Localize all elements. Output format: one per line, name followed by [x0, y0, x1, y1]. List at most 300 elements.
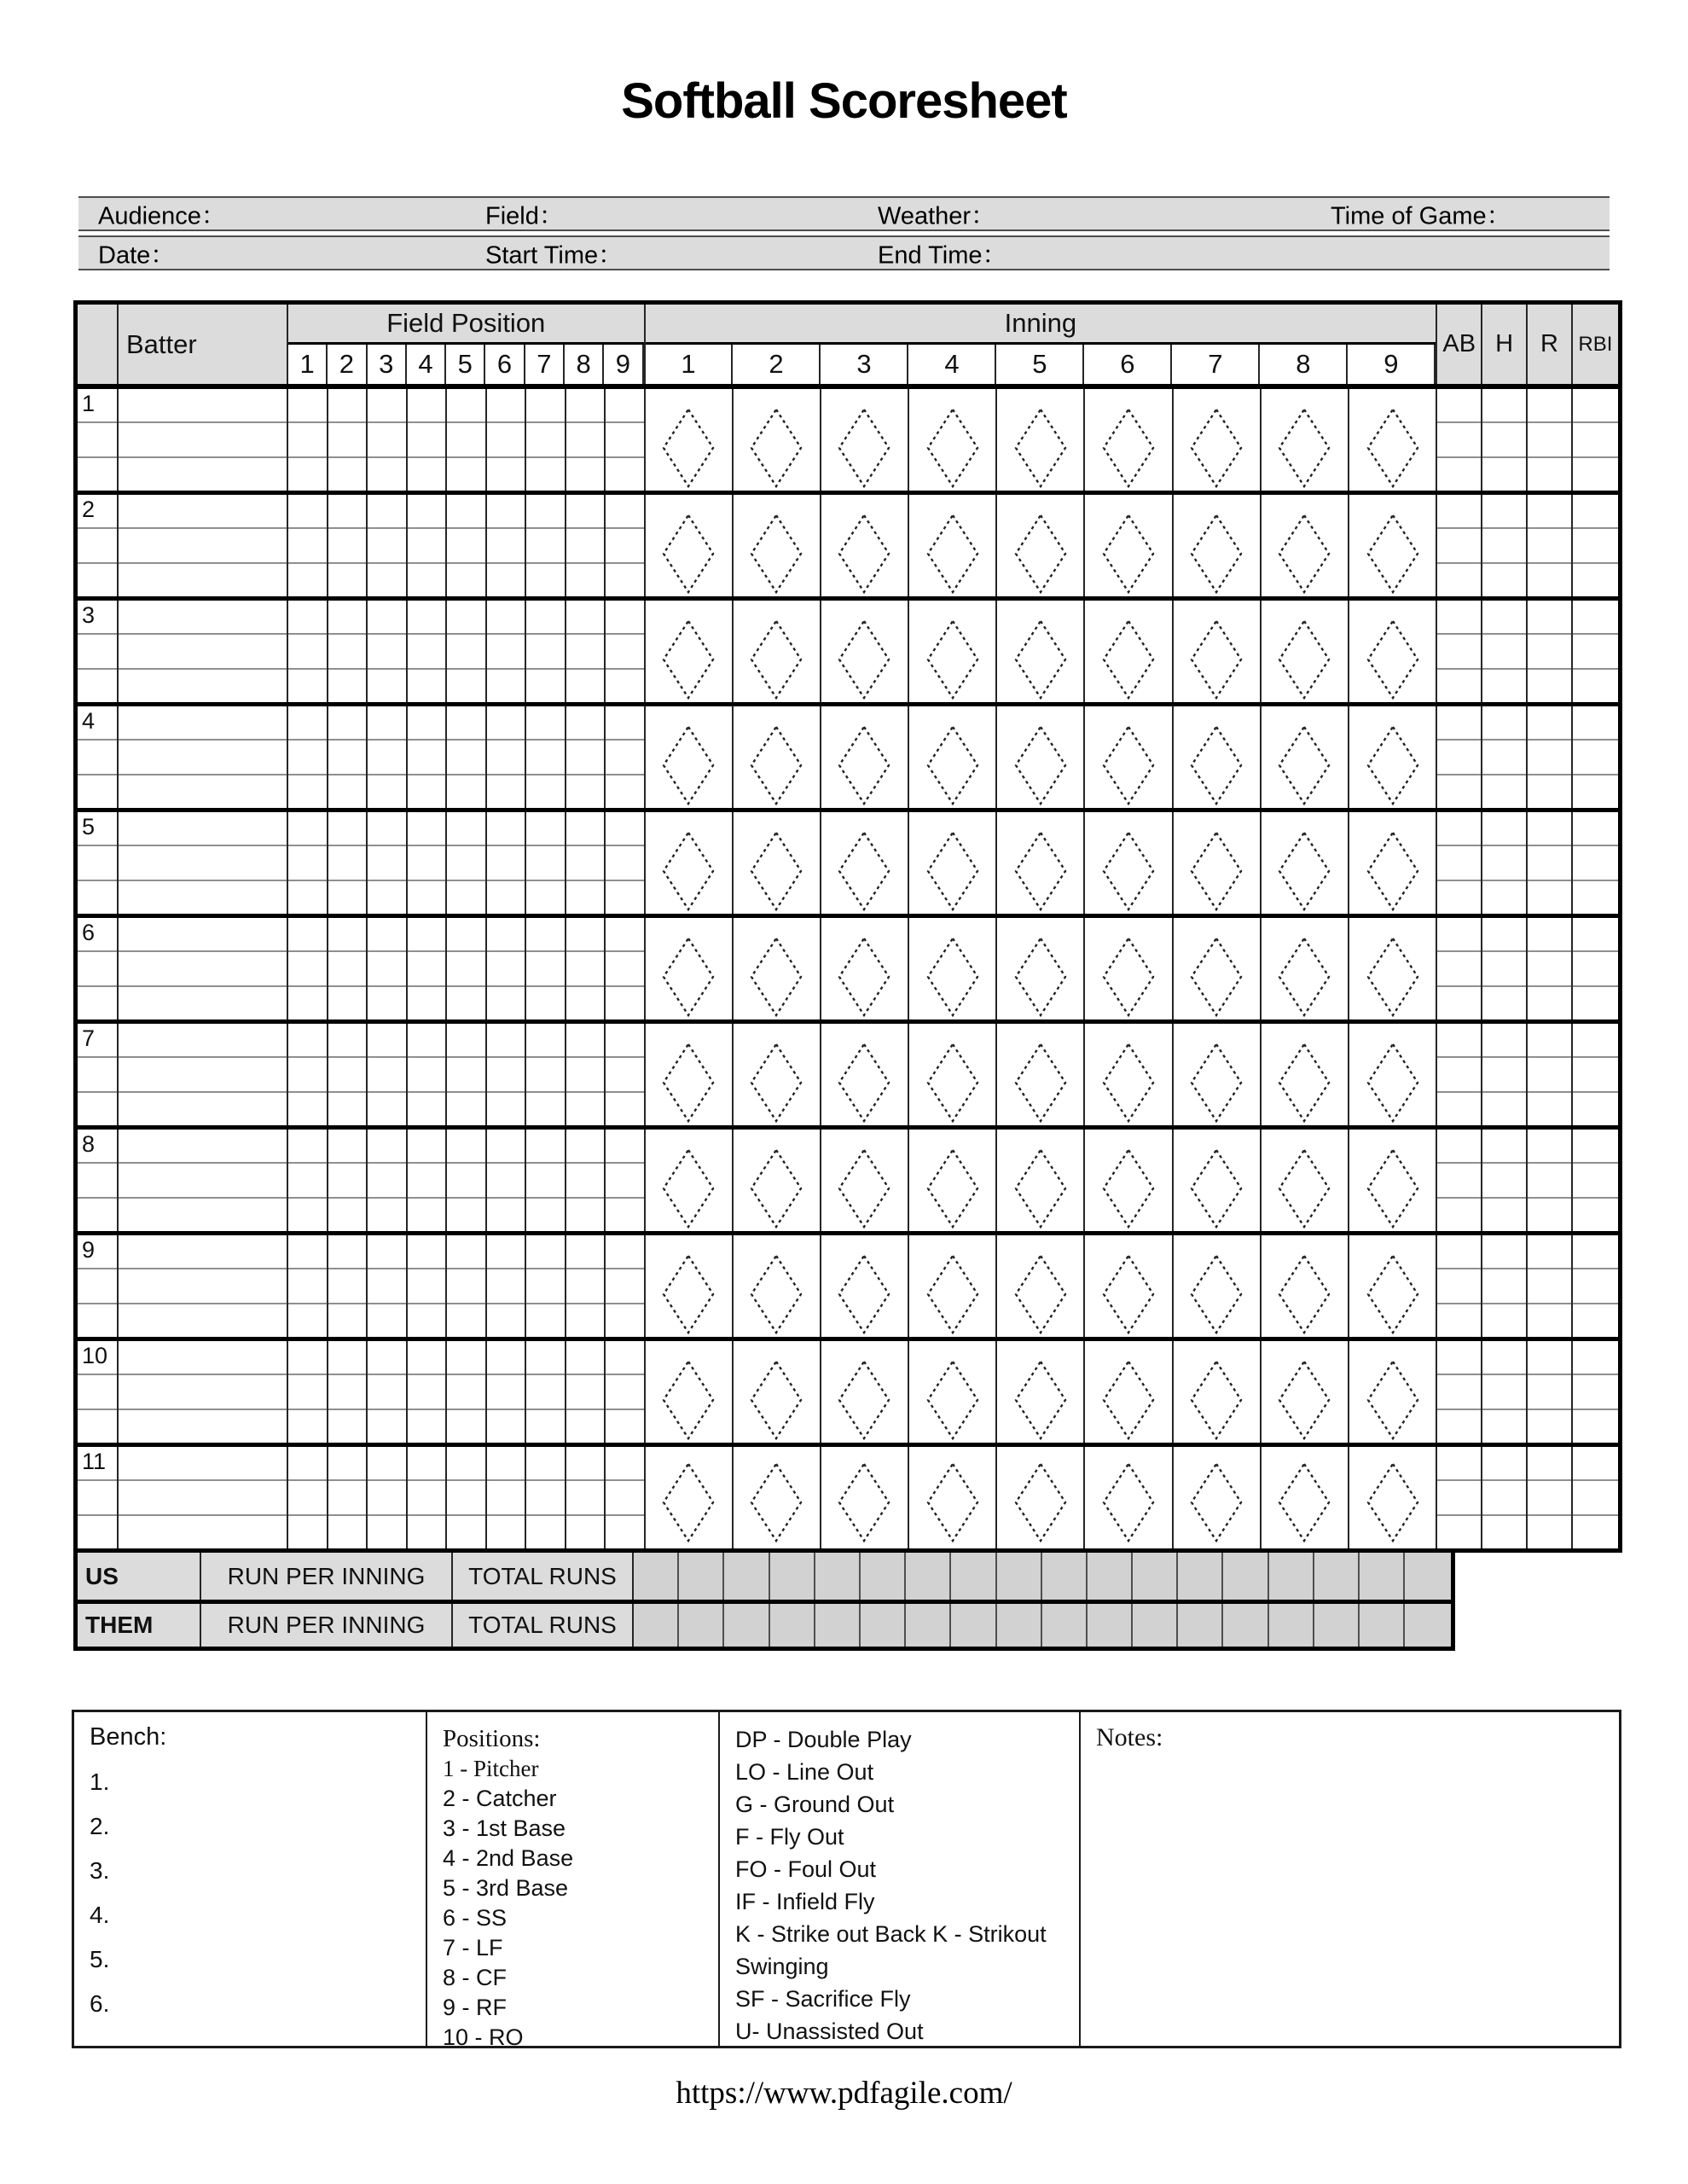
batter-name-cell[interactable] — [119, 601, 288, 702]
write-line[interactable] — [1437, 1341, 1481, 1374]
field-position-cell[interactable] — [487, 918, 527, 1019]
write-line[interactable] — [1573, 1056, 1618, 1090]
write-line[interactable] — [566, 1235, 605, 1268]
rbi-cell[interactable] — [1573, 706, 1618, 808]
write-line[interactable] — [408, 739, 446, 773]
inning-cell[interactable] — [1085, 1447, 1173, 1548]
write-line[interactable] — [368, 1056, 406, 1090]
write-line[interactable] — [1528, 1479, 1571, 1513]
write-line[interactable] — [408, 1303, 446, 1337]
write-line[interactable] — [1482, 774, 1526, 808]
write-line[interactable] — [566, 1162, 605, 1196]
inning-cell[interactable] — [734, 1024, 821, 1125]
write-line[interactable] — [288, 495, 327, 527]
write-line[interactable] — [288, 633, 327, 667]
write-line[interactable] — [526, 456, 565, 491]
bench-slot[interactable]: 3. — [90, 1857, 110, 1884]
write-line[interactable] — [408, 1130, 446, 1162]
write-line[interactable] — [328, 1447, 367, 1479]
write-line[interactable] — [447, 1341, 485, 1374]
inning-cell[interactable] — [646, 1447, 734, 1548]
write-line[interactable] — [368, 1091, 406, 1125]
write-line[interactable] — [1573, 880, 1618, 914]
write-line[interactable] — [119, 527, 287, 561]
bench-slot[interactable]: 6. — [90, 1990, 110, 2017]
ab-cell[interactable] — [1437, 1024, 1482, 1125]
write-line[interactable] — [606, 495, 644, 527]
inning-cell[interactable] — [1349, 1447, 1437, 1548]
write-line[interactable] — [1573, 739, 1618, 773]
write-line[interactable] — [119, 1091, 287, 1125]
inning-cell[interactable] — [1349, 706, 1437, 808]
inning-cell[interactable] — [909, 918, 997, 1019]
inning-cell[interactable] — [734, 1341, 821, 1443]
ab-cell[interactable] — [1437, 1447, 1482, 1548]
write-line[interactable] — [119, 1374, 287, 1408]
score-cell[interactable] — [724, 1604, 769, 1647]
write-line[interactable] — [487, 880, 525, 914]
write-line[interactable] — [408, 1374, 446, 1408]
write-line[interactable] — [1437, 668, 1481, 702]
inning-cell[interactable] — [646, 918, 734, 1019]
batter-name-cell[interactable] — [119, 1130, 288, 1231]
batter-name-cell[interactable] — [119, 706, 288, 808]
write-line[interactable] — [606, 985, 644, 1019]
inning-cell[interactable] — [1085, 1341, 1173, 1443]
write-line[interactable] — [328, 950, 367, 985]
write-line[interactable] — [526, 389, 565, 421]
write-line[interactable] — [288, 1056, 327, 1090]
rbi-cell[interactable] — [1573, 389, 1618, 491]
write-line[interactable] — [119, 1268, 287, 1302]
write-line[interactable] — [368, 774, 406, 808]
write-line[interactable] — [1437, 1056, 1481, 1090]
score-cell[interactable] — [770, 1604, 815, 1647]
write-line[interactable] — [368, 495, 406, 527]
field-position-cell[interactable] — [526, 389, 566, 491]
write-line[interactable] — [447, 1235, 485, 1268]
score-cell[interactable] — [1088, 1553, 1133, 1600]
write-line[interactable] — [119, 1130, 287, 1162]
inning-cell[interactable] — [1349, 1341, 1437, 1443]
write-line[interactable] — [328, 601, 367, 633]
write-line[interactable] — [606, 1197, 644, 1231]
write-line[interactable] — [606, 1091, 644, 1125]
write-line[interactable] — [606, 1409, 644, 1443]
score-cell[interactable] — [997, 1604, 1042, 1647]
write-line[interactable] — [368, 706, 406, 739]
write-line[interactable] — [1437, 1091, 1481, 1125]
write-line[interactable] — [288, 1130, 327, 1162]
score-cell[interactable] — [1133, 1553, 1178, 1600]
inning-cell[interactable] — [646, 389, 734, 491]
inning-cell[interactable] — [734, 389, 821, 491]
write-line[interactable] — [328, 1341, 367, 1374]
write-line[interactable] — [487, 1024, 525, 1056]
write-line[interactable] — [368, 880, 406, 914]
write-line[interactable] — [119, 739, 287, 773]
write-line[interactable] — [1482, 1447, 1526, 1479]
write-line[interactable] — [1573, 668, 1618, 702]
write-line[interactable] — [526, 601, 565, 633]
score-cell[interactable] — [997, 1553, 1042, 1600]
write-line[interactable] — [368, 1303, 406, 1337]
field-position-cell[interactable] — [447, 1024, 487, 1125]
field-position-cell[interactable] — [447, 1341, 487, 1443]
write-line[interactable] — [487, 495, 525, 527]
inning-cell[interactable] — [821, 495, 909, 596]
write-line[interactable] — [1528, 527, 1571, 561]
write-line[interactable] — [447, 812, 485, 845]
field-position-cell[interactable] — [328, 1130, 368, 1231]
game-info-row-1[interactable] — [78, 196, 1610, 231]
write-line[interactable] — [487, 1235, 525, 1268]
inning-cell[interactable] — [1085, 601, 1173, 702]
r-cell[interactable] — [1528, 389, 1573, 491]
field-position-cell[interactable] — [566, 495, 606, 596]
inning-cell[interactable] — [909, 706, 997, 808]
field-position-cell[interactable] — [606, 1235, 646, 1337]
write-line[interactable] — [526, 527, 565, 561]
write-line[interactable] — [1482, 1091, 1526, 1125]
write-line[interactable] — [1437, 1447, 1481, 1479]
inning-cell[interactable] — [821, 1130, 909, 1231]
h-cell[interactable] — [1482, 601, 1528, 702]
write-line[interactable] — [487, 1197, 525, 1231]
write-line[interactable] — [368, 421, 406, 456]
game-info-row-2[interactable] — [78, 235, 1610, 270]
score-cell[interactable] — [1269, 1604, 1314, 1647]
write-line[interactable] — [566, 918, 605, 950]
write-line[interactable] — [1437, 774, 1481, 808]
write-line[interactable] — [1482, 950, 1526, 985]
write-line[interactable] — [487, 812, 525, 845]
write-line[interactable] — [447, 985, 485, 1019]
write-line[interactable] — [1573, 1303, 1618, 1337]
write-line[interactable] — [526, 668, 565, 702]
write-line[interactable] — [566, 1514, 605, 1548]
field-position-cell[interactable] — [368, 601, 408, 702]
write-line[interactable] — [487, 668, 525, 702]
write-line[interactable] — [1482, 1341, 1526, 1374]
write-line[interactable] — [606, 880, 644, 914]
write-line[interactable] — [1437, 1303, 1481, 1337]
write-line[interactable] — [328, 527, 367, 561]
write-line[interactable] — [487, 1374, 525, 1408]
write-line[interactable] — [526, 706, 565, 739]
write-line[interactable] — [487, 601, 525, 633]
rbi-cell[interactable] — [1573, 812, 1618, 914]
field-position-cell[interactable] — [566, 1130, 606, 1231]
write-line[interactable] — [487, 562, 525, 596]
write-line[interactable] — [566, 812, 605, 845]
ab-cell[interactable] — [1437, 495, 1482, 596]
write-line[interactable] — [288, 1091, 327, 1125]
write-line[interactable] — [368, 918, 406, 950]
write-line[interactable] — [447, 1514, 485, 1548]
field-position-cell[interactable] — [487, 1024, 527, 1125]
inning-cell[interactable] — [909, 1235, 997, 1337]
write-line[interactable] — [526, 1130, 565, 1162]
write-line[interactable] — [288, 527, 327, 561]
field-position-cell[interactable] — [606, 918, 646, 1019]
write-line[interactable] — [119, 1303, 287, 1337]
inning-cell[interactable] — [997, 1024, 1085, 1125]
write-line[interactable] — [1528, 1130, 1571, 1162]
write-line[interactable] — [119, 880, 287, 914]
write-line[interactable] — [328, 668, 367, 702]
write-line[interactable] — [408, 812, 446, 845]
write-line[interactable] — [119, 1024, 287, 1056]
write-line[interactable] — [487, 706, 525, 739]
write-line[interactable] — [328, 1303, 367, 1337]
write-line[interactable] — [1573, 1447, 1618, 1479]
write-line[interactable] — [447, 1091, 485, 1125]
inning-cell[interactable] — [734, 812, 821, 914]
write-line[interactable] — [1437, 950, 1481, 985]
write-line[interactable] — [487, 456, 525, 491]
write-line[interactable] — [1437, 1268, 1481, 1302]
write-line[interactable] — [368, 950, 406, 985]
write-line[interactable] — [328, 1162, 367, 1196]
inning-cell[interactable] — [1349, 1024, 1437, 1125]
write-line[interactable] — [368, 633, 406, 667]
write-line[interactable] — [328, 421, 367, 456]
write-line[interactable] — [526, 918, 565, 950]
h-cell[interactable] — [1482, 1024, 1528, 1125]
write-line[interactable] — [487, 1514, 525, 1548]
inning-cell[interactable] — [997, 918, 1085, 1019]
batter-name-cell[interactable] — [119, 812, 288, 914]
write-line[interactable] — [368, 527, 406, 561]
write-line[interactable] — [328, 845, 367, 879]
write-line[interactable] — [288, 1479, 327, 1513]
write-line[interactable] — [1482, 1303, 1526, 1337]
inning-cell[interactable] — [1085, 1024, 1173, 1125]
write-line[interactable] — [1482, 456, 1526, 491]
bench-slot[interactable]: 2. — [90, 1813, 110, 1839]
r-cell[interactable] — [1528, 706, 1573, 808]
write-line[interactable] — [119, 633, 287, 667]
field-position-cell[interactable] — [368, 389, 408, 491]
field-position-cell[interactable] — [288, 495, 328, 596]
h-cell[interactable] — [1482, 706, 1528, 808]
write-line[interactable] — [566, 774, 605, 808]
inning-cell[interactable] — [1174, 1235, 1262, 1337]
inning-cell[interactable] — [1349, 812, 1437, 914]
inning-cell[interactable] — [1174, 1130, 1262, 1231]
write-line[interactable] — [606, 1374, 644, 1408]
score-cell[interactable] — [1042, 1553, 1088, 1600]
write-line[interactable] — [1573, 845, 1618, 879]
write-line[interactable] — [526, 812, 565, 845]
write-line[interactable] — [1437, 633, 1481, 667]
field-position-cell[interactable] — [566, 1341, 606, 1443]
write-line[interactable] — [368, 1162, 406, 1196]
field-position-cell[interactable] — [368, 1024, 408, 1125]
write-line[interactable] — [1482, 918, 1526, 950]
write-line[interactable] — [408, 880, 446, 914]
field-position-cell[interactable] — [328, 918, 368, 1019]
write-line[interactable] — [487, 985, 525, 1019]
score-cell[interactable] — [861, 1553, 906, 1600]
write-line[interactable] — [1482, 1024, 1526, 1056]
write-line[interactable] — [606, 1130, 644, 1162]
write-line[interactable] — [566, 668, 605, 702]
write-line[interactable] — [1482, 739, 1526, 773]
inning-cell[interactable] — [1174, 495, 1262, 596]
inning-cell[interactable] — [1174, 706, 1262, 808]
write-line[interactable] — [328, 495, 367, 527]
h-cell[interactable] — [1482, 389, 1528, 491]
write-line[interactable] — [1437, 918, 1481, 950]
write-line[interactable] — [566, 1197, 605, 1231]
write-line[interactable] — [1437, 880, 1481, 914]
write-line[interactable] — [1528, 668, 1571, 702]
write-line[interactable] — [119, 1409, 287, 1443]
write-line[interactable] — [487, 527, 525, 561]
write-line[interactable] — [487, 950, 525, 985]
write-line[interactable] — [328, 456, 367, 491]
write-line[interactable] — [1482, 1479, 1526, 1513]
write-line[interactable] — [1573, 633, 1618, 667]
write-line[interactable] — [487, 421, 525, 456]
write-line[interactable] — [328, 1130, 367, 1162]
score-cell[interactable] — [861, 1604, 906, 1647]
batter-name-cell[interactable] — [119, 1235, 288, 1337]
write-line[interactable] — [447, 601, 485, 633]
write-line[interactable] — [1573, 812, 1618, 845]
write-line[interactable] — [119, 495, 287, 527]
write-line[interactable] — [328, 880, 367, 914]
field-position-cell[interactable] — [566, 706, 606, 808]
inning-cell[interactable] — [646, 1235, 734, 1337]
rbi-cell[interactable] — [1573, 1341, 1618, 1443]
write-line[interactable] — [447, 421, 485, 456]
write-line[interactable] — [1482, 668, 1526, 702]
write-line[interactable] — [119, 421, 287, 456]
write-line[interactable] — [328, 1197, 367, 1231]
field-position-cell[interactable] — [288, 1447, 328, 1548]
write-line[interactable] — [1482, 1056, 1526, 1090]
write-line[interactable] — [368, 1374, 406, 1408]
write-line[interactable] — [408, 562, 446, 596]
write-line[interactable] — [408, 1197, 446, 1231]
write-line[interactable] — [408, 706, 446, 739]
h-cell[interactable] — [1482, 1447, 1528, 1548]
write-line[interactable] — [526, 880, 565, 914]
inning-cell[interactable] — [1174, 1024, 1262, 1125]
write-line[interactable] — [526, 421, 565, 456]
write-line[interactable] — [1437, 845, 1481, 879]
write-line[interactable] — [288, 739, 327, 773]
r-cell[interactable] — [1528, 1130, 1573, 1231]
field-position-cell[interactable] — [447, 1130, 487, 1231]
write-line[interactable] — [288, 1514, 327, 1548]
field-position-cell[interactable] — [566, 1235, 606, 1337]
write-line[interactable] — [1573, 1197, 1618, 1231]
field-position-cell[interactable] — [487, 1235, 527, 1337]
write-line[interactable] — [526, 1514, 565, 1548]
write-line[interactable] — [447, 389, 485, 421]
write-line[interactable] — [1482, 1235, 1526, 1268]
inning-cell[interactable] — [646, 812, 734, 914]
write-line[interactable] — [447, 668, 485, 702]
write-line[interactable] — [526, 1091, 565, 1125]
field-position-cell[interactable] — [368, 1341, 408, 1443]
inning-cell[interactable] — [1085, 918, 1173, 1019]
write-line[interactable] — [606, 1341, 644, 1374]
write-line[interactable] — [566, 1091, 605, 1125]
write-line[interactable] — [288, 950, 327, 985]
write-line[interactable] — [606, 527, 644, 561]
inning-cell[interactable] — [1262, 495, 1349, 596]
write-line[interactable] — [368, 1514, 406, 1548]
write-line[interactable] — [119, 918, 287, 950]
field-position-cell[interactable] — [408, 1341, 448, 1443]
write-line[interactable] — [487, 845, 525, 879]
inning-cell[interactable] — [1085, 706, 1173, 808]
write-line[interactable] — [526, 1056, 565, 1090]
write-line[interactable] — [606, 739, 644, 773]
write-line[interactable] — [606, 845, 644, 879]
field-position-cell[interactable] — [408, 601, 448, 702]
write-line[interactable] — [408, 668, 446, 702]
field-position-cell[interactable] — [288, 389, 328, 491]
write-line[interactable] — [1573, 1374, 1618, 1408]
inning-cell[interactable] — [909, 495, 997, 596]
write-line[interactable] — [1528, 1341, 1571, 1374]
write-line[interactable] — [566, 1303, 605, 1337]
write-line[interactable] — [1573, 1514, 1618, 1548]
score-cell[interactable] — [906, 1553, 951, 1600]
inning-cell[interactable] — [821, 1024, 909, 1125]
inning-cell[interactable] — [997, 706, 1085, 808]
write-line[interactable] — [447, 562, 485, 596]
field-position-cell[interactable] — [368, 495, 408, 596]
field-position-cell[interactable] — [408, 706, 448, 808]
write-line[interactable] — [1528, 1303, 1571, 1337]
field-position-cell[interactable] — [526, 918, 566, 1019]
r-cell[interactable] — [1528, 812, 1573, 914]
write-line[interactable] — [119, 562, 287, 596]
write-line[interactable] — [408, 527, 446, 561]
field-position-cell[interactable] — [288, 812, 328, 914]
write-line[interactable] — [487, 774, 525, 808]
write-line[interactable] — [447, 706, 485, 739]
batter-name-cell[interactable] — [119, 1024, 288, 1125]
field-position-cell[interactable] — [408, 1130, 448, 1231]
write-line[interactable] — [526, 739, 565, 773]
field-position-cell[interactable] — [447, 495, 487, 596]
inning-cell[interactable] — [1174, 812, 1262, 914]
inning-cell[interactable] — [646, 706, 734, 808]
field-position-cell[interactable] — [368, 706, 408, 808]
write-line[interactable] — [1528, 1235, 1571, 1268]
field-position-cell[interactable] — [487, 812, 527, 914]
field-position-cell[interactable] — [288, 1341, 328, 1443]
write-line[interactable] — [526, 1235, 565, 1268]
write-line[interactable] — [1482, 421, 1526, 456]
write-line[interactable] — [606, 601, 644, 633]
inning-cell[interactable] — [734, 1235, 821, 1337]
write-line[interactable] — [1482, 601, 1526, 633]
field-position-cell[interactable] — [368, 1235, 408, 1337]
write-line[interactable] — [368, 1024, 406, 1056]
write-line[interactable] — [566, 562, 605, 596]
write-line[interactable] — [1482, 633, 1526, 667]
write-line[interactable] — [1528, 1162, 1571, 1196]
